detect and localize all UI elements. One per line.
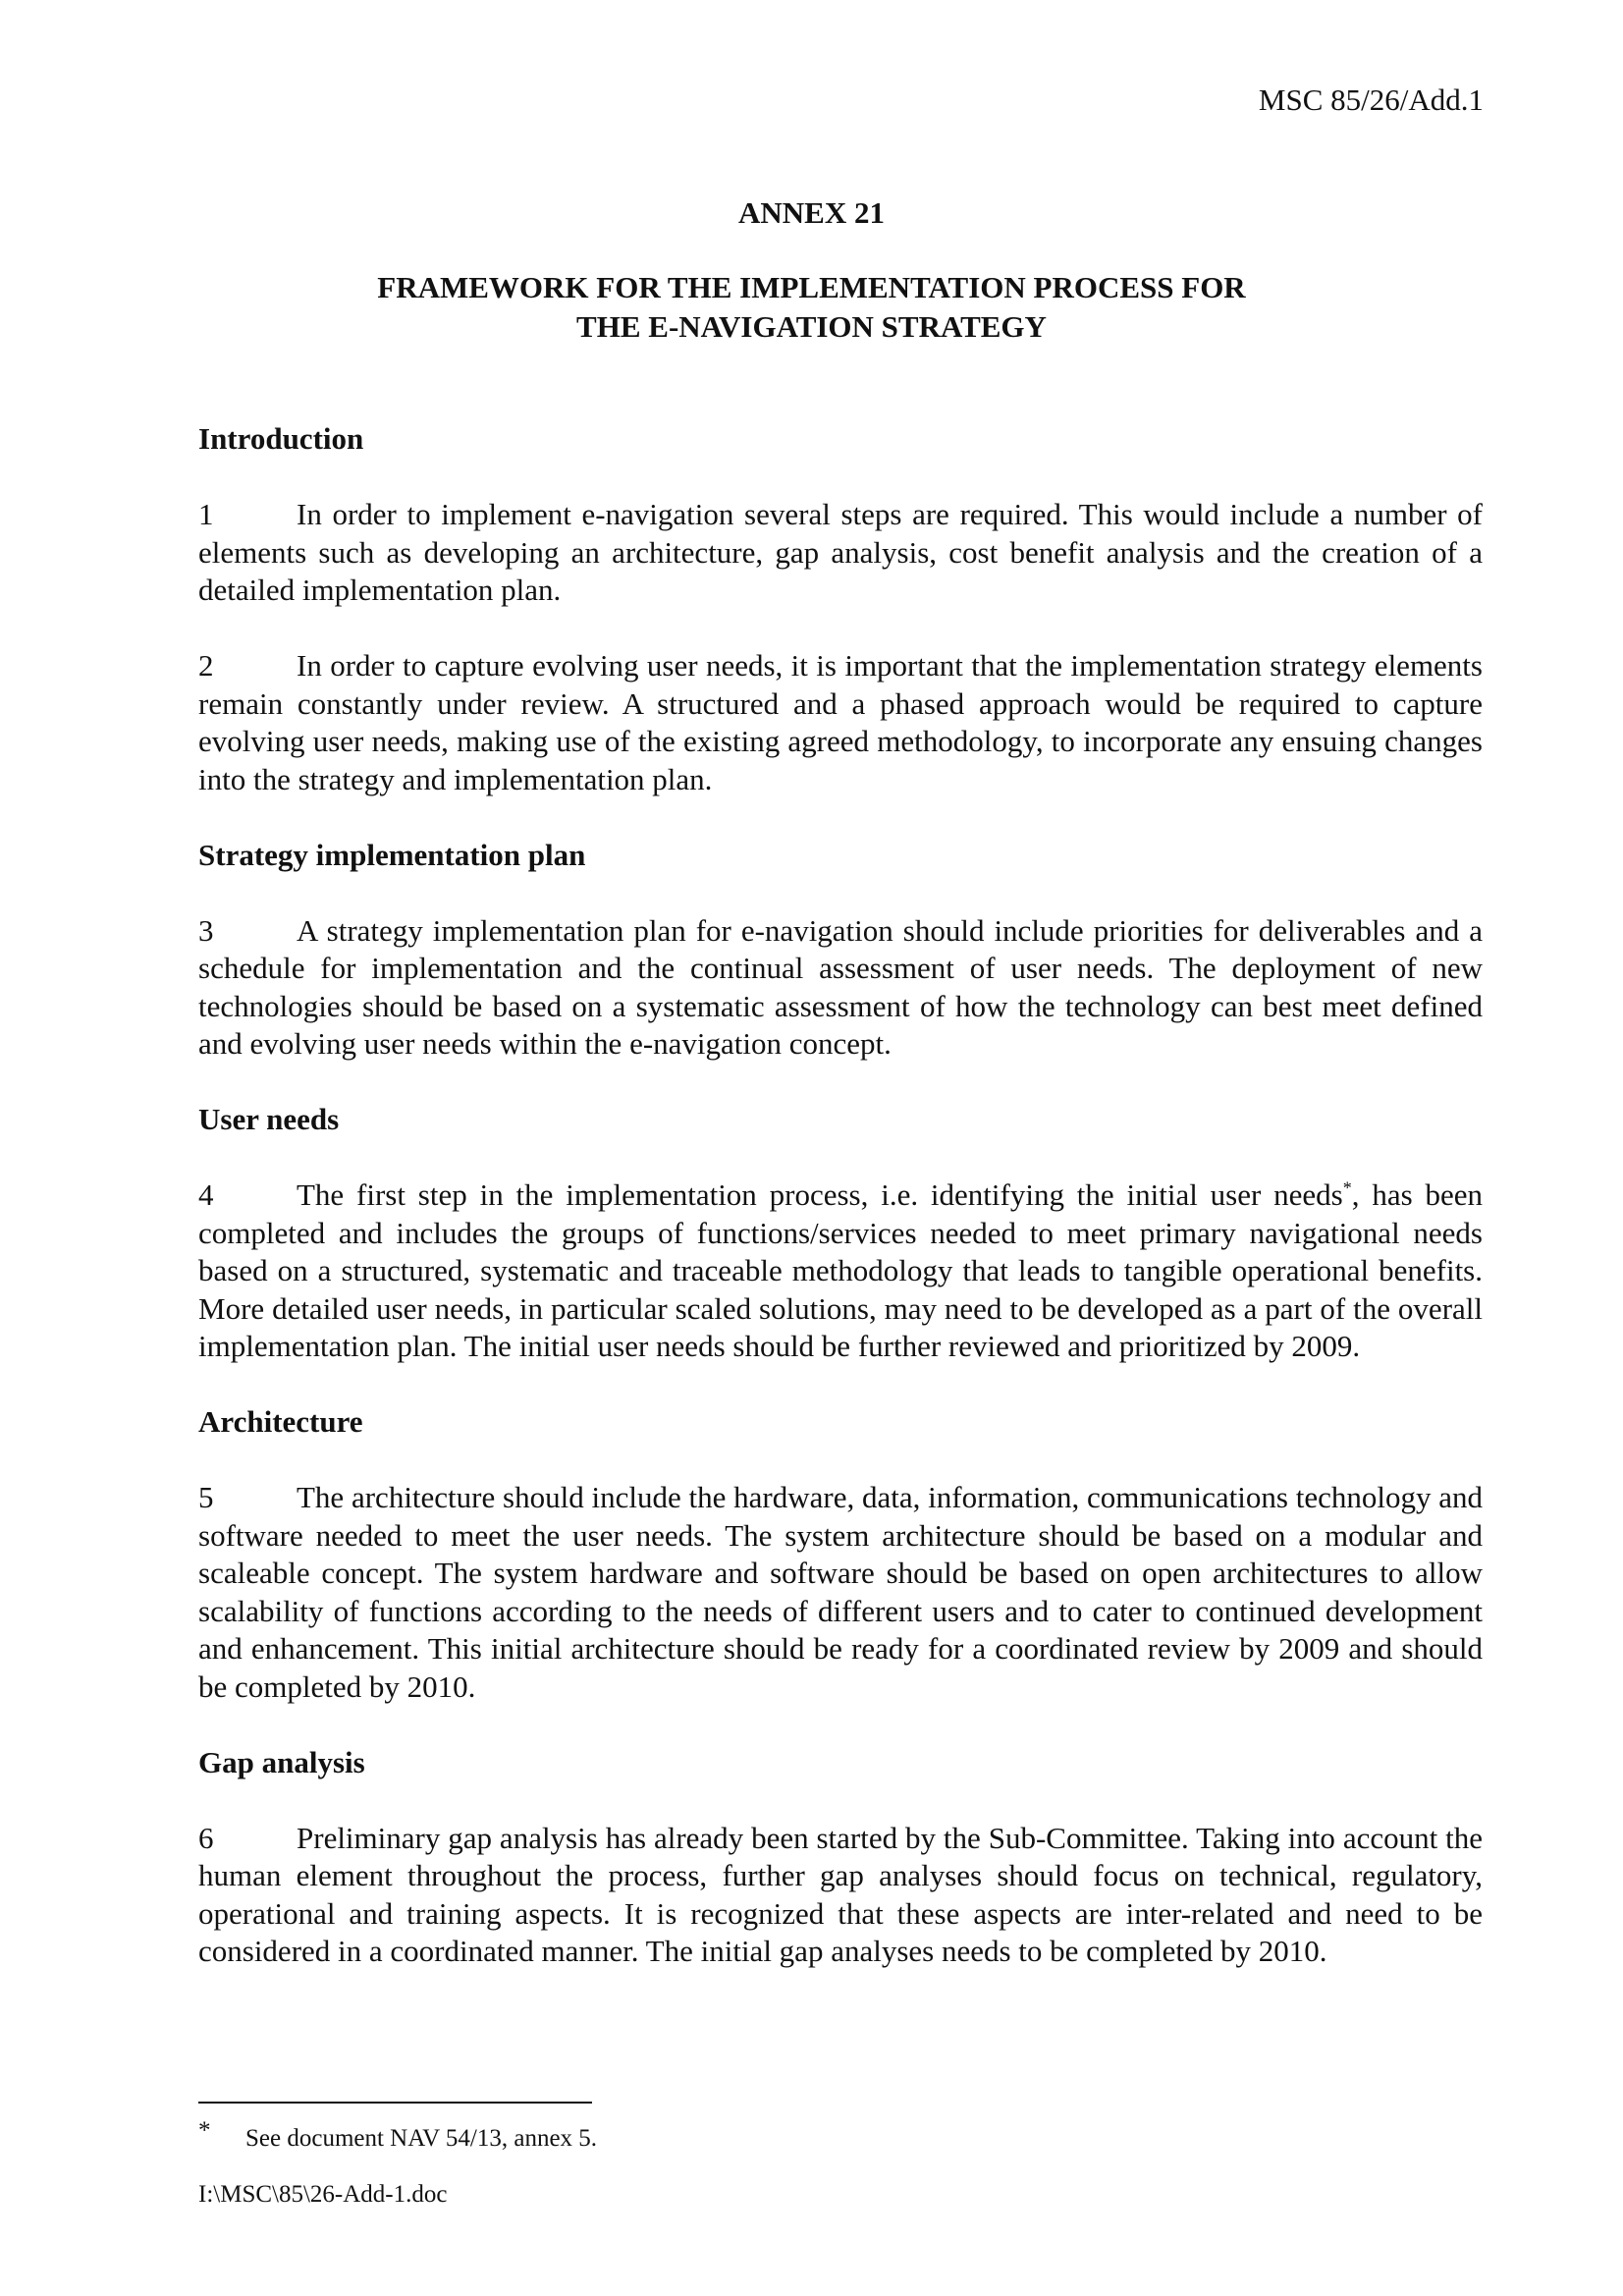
paragraph-number: 6 [198,1820,214,1855]
paragraph-text-after-footnote: , has been completed and includes the groups of functions/services needed to meet primary navigational needs based on a structured, systematic and traceable methodology that leads to tangible operational benefits. More detailed user needs, in particular scaled solutions, may need to be developed as a part of the overall implementation plan. The initial user needs should be further reviewed and prioritized by 2009. [198,1177,1484,1363]
paragraph-number: 5 [198,1480,214,1514]
footnote-text: See document NAV 54/13, annex 5. [245,2125,598,2152]
document-body [198,420,1483,2008]
section-heading-introduction: Introduction [198,421,364,456]
section-heading-user-needs: User needs [198,1102,340,1136]
paragraph-number: 4 [198,1177,214,1212]
document-title [0,268,1623,347]
paragraph-5 [198,1479,1483,1706]
paragraph-text: Preliminary gap analysis has already been started by the Sub-Committee. Taking into account the human element throughout the process, further gap analyses should focus on technical, regulatory, operational and training aspects. It is recognized that these aspects are inter-related and need to be considered in a coordinated manner. The initial gap analyses needs to be completed by 2010. [198,1820,1483,1968]
paragraph-3 [198,912,1483,1064]
document-reference: MSC 85/26/Add.1 [1258,82,1484,117]
paragraph-text: A strategy implementation plan for e-navigation should include priorities for deliverables and a schedule for implementation and the continual assessment of user needs. The deployment of new technologies should be based on a systematic assessment of how the technology can best meet defined and evolving user needs within the e-navigation concept. [198,912,1483,1061]
paragraph-text: In order to capture evolving user needs, it is important that the implementation strategy elements remain constantly under review. A structured and a phased approach would be required to capture evolving user needs, making use of the existing agreed methodology, to incorporate any ensuing changes into the strategy and implementation plan. [198,648,1483,796]
section-heading-gap-analysis: Gap analysis [198,1744,365,1779]
section-heading-strategy-implementation-plan: Strategy implementation plan [198,837,586,872]
footnote-mark: * [198,2117,211,2144]
footnote-separator [198,2102,592,2104]
paragraph-1 [198,496,1483,610]
footer-file-path: I:\MSC\85\26-Add-1.doc [198,2181,448,2208]
footnote [198,2117,598,2155]
paragraph-text-before-footnote: The first step in the implementation process, i.e. identifying the initial user needs [297,1177,1343,1212]
paragraph-text: In order to implement e-navigation several steps are required. This would include a number of elements such as developing an architecture, gap analysis, cost benefit analysis and the creation of a detailed implementation plan. [198,497,1483,607]
paragraph-2 [198,647,1483,798]
annex-label: ANNEX 21 [738,195,885,230]
document-title-line-2: THE E-NAVIGATION STRATEGY [576,309,1047,344]
section-heading-architecture: Architecture [198,1404,363,1439]
paragraph-6 [198,1820,1483,1971]
paragraph-4 [198,1176,1483,1366]
paragraph-number: 3 [198,912,214,948]
paragraph-number: 1 [198,497,214,531]
paragraph-number: 2 [198,648,214,683]
paragraph-text: The architecture should include the hardware, data, information, communications technology and software needed to meet the user needs. The system architecture should be based on a modular and scaleable concept. The system hardware and software should be based on open architectures to allow scalability of functions according to the needs of different users and to cater to continued development and enhancement. This initial architecture should be ready for a coordinated review by 2009 and should be completed by 2010. [198,1480,1483,1704]
document-title-line-1: FRAMEWORK FOR THE IMPLEMENTATION PROCESS FOR [377,270,1246,304]
footnote-reference-mark[interactable]: * [1342,1177,1352,1198]
